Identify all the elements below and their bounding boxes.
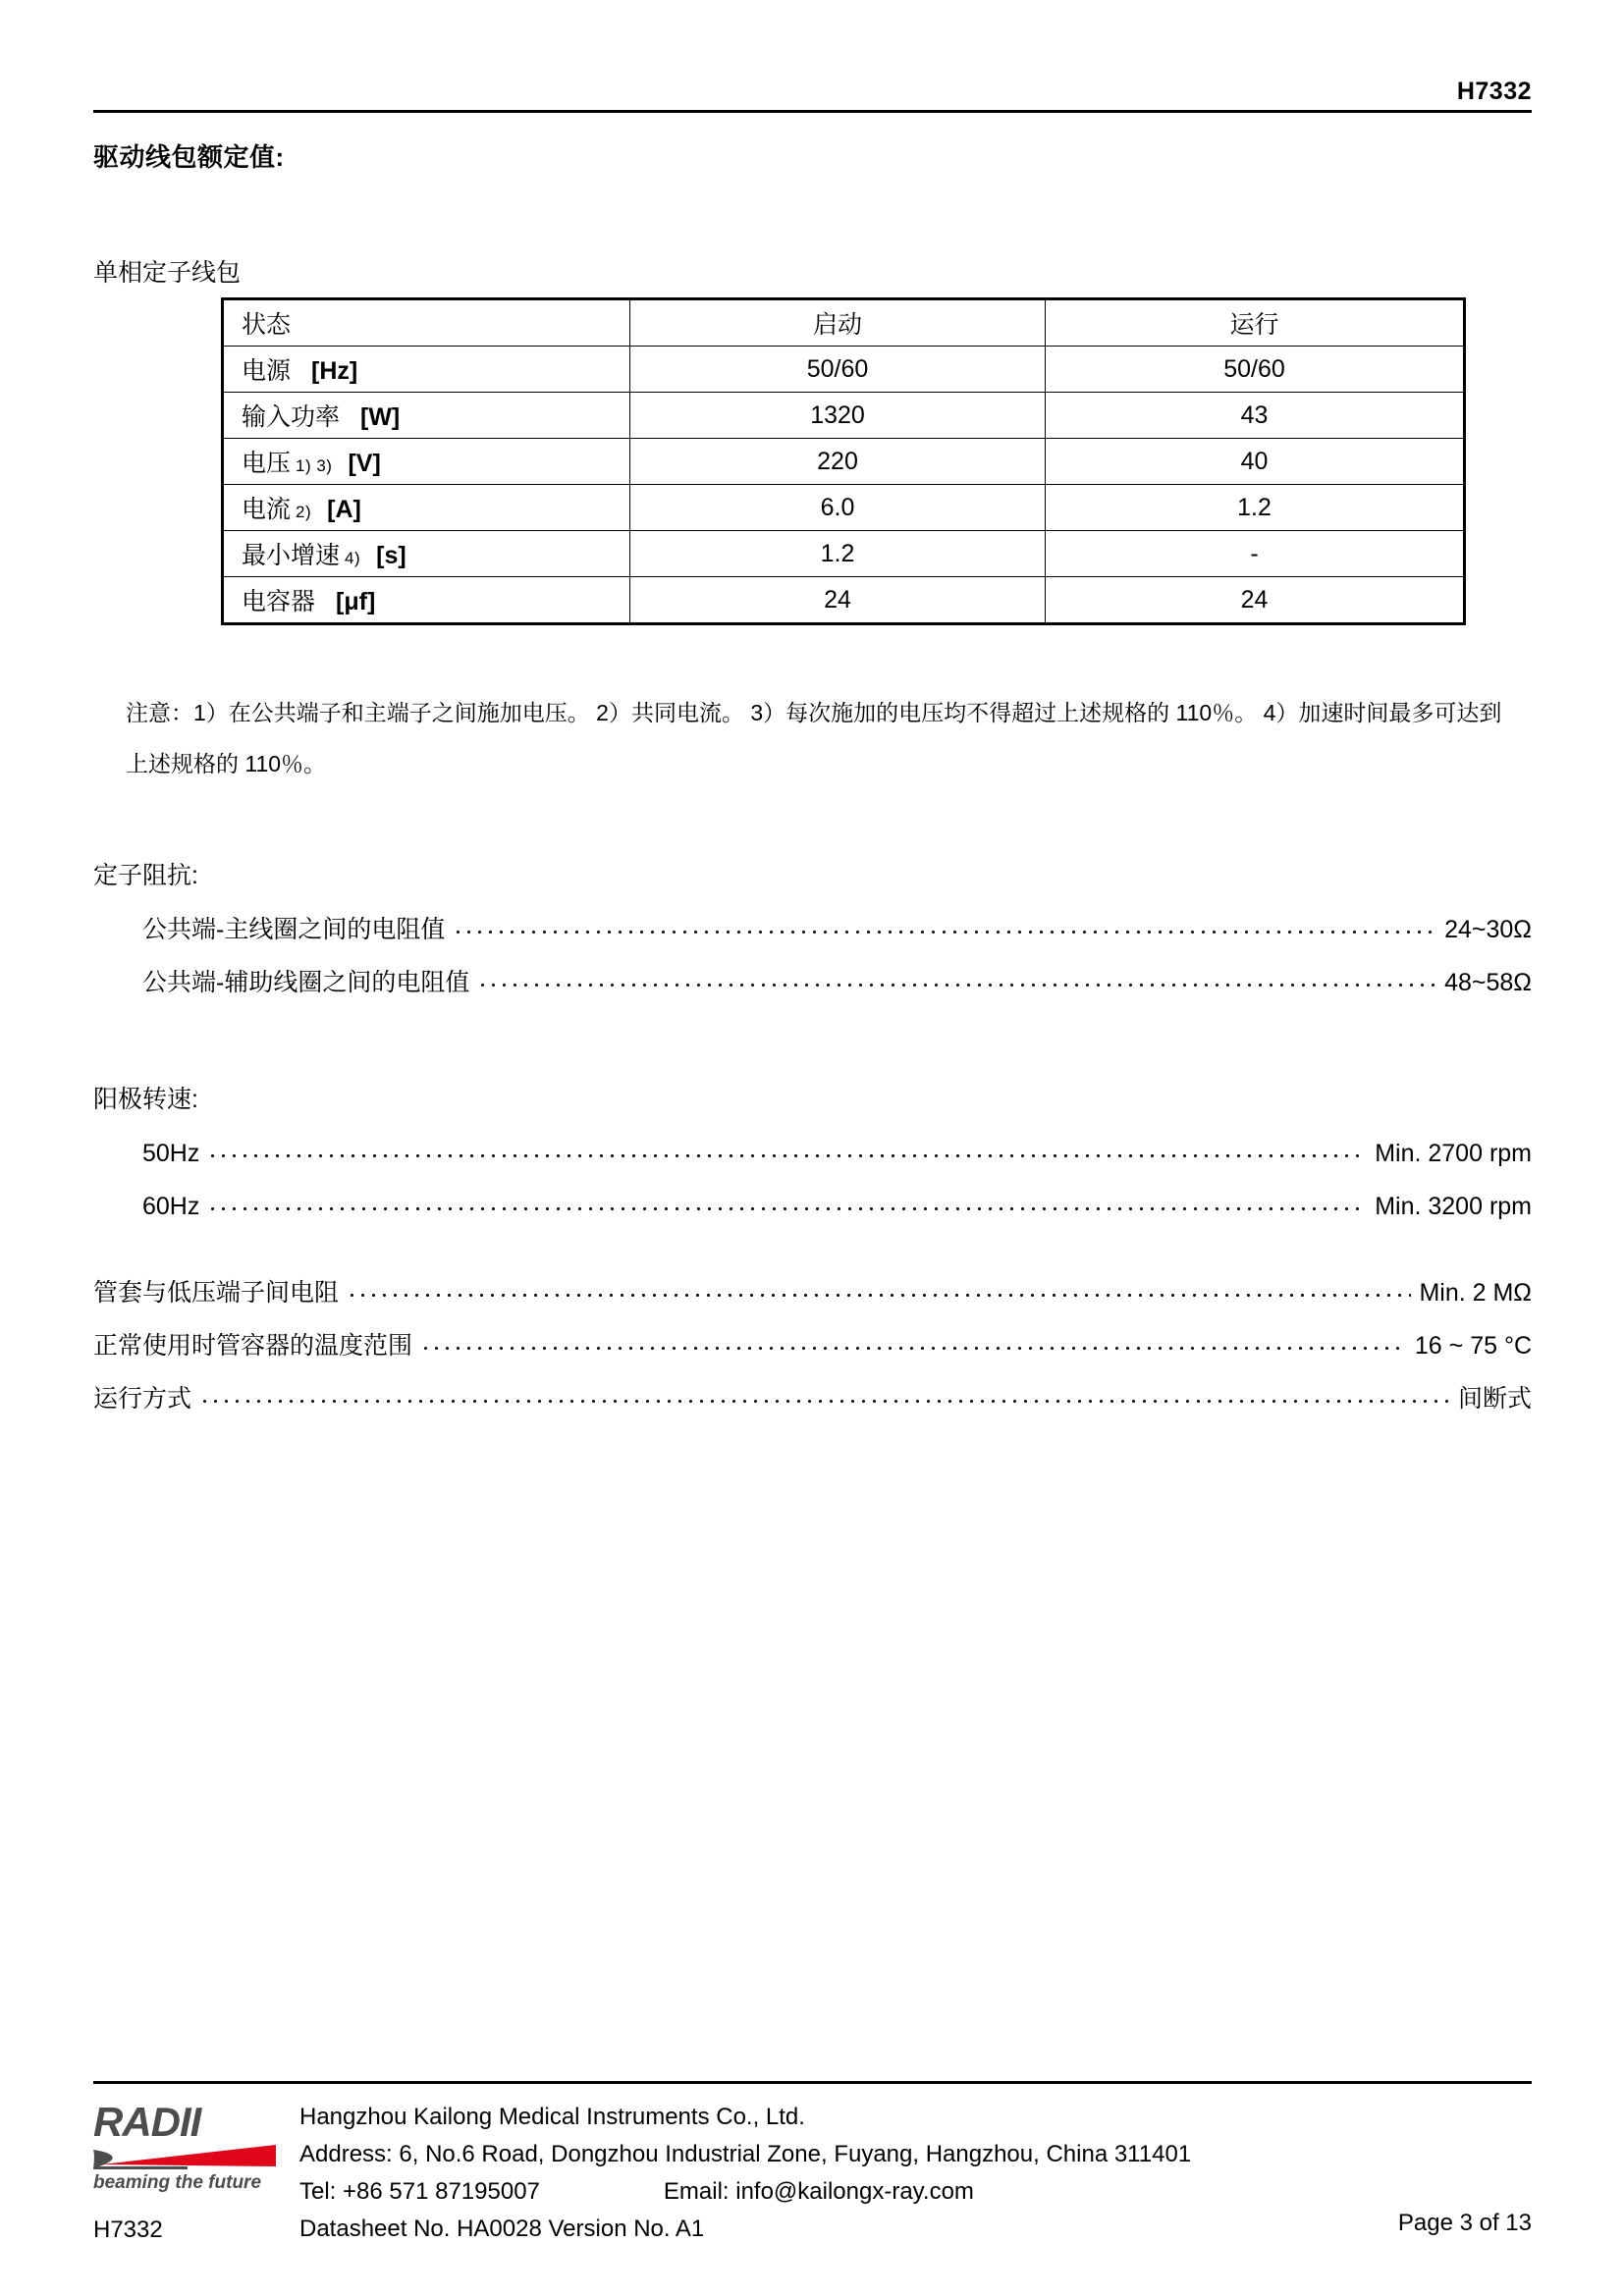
- row-run-value: 24: [1046, 577, 1465, 624]
- leader-dots: [199, 1382, 1450, 1407]
- logo-swoosh-icon: [93, 2145, 276, 2170]
- row-unit: [μf]: [336, 588, 376, 615]
- row-label: 电压: [242, 450, 292, 477]
- row-label-cell: [223, 577, 630, 624]
- row-footnotes: 1) 3): [296, 456, 333, 475]
- leader-label: 公共端-主线圈之间的电阻值: [142, 916, 446, 943]
- row-start-value: 6.0: [630, 485, 1046, 531]
- leader-dots: [420, 1329, 1407, 1354]
- footer-tel: Tel: +86 571 87195007: [299, 2178, 540, 2205]
- row-label: 输入功率: [242, 403, 341, 431]
- leader-value: 24~30Ω: [1444, 916, 1532, 943]
- row-label: 电源: [242, 357, 292, 385]
- misc-spec-list: [93, 1266, 1532, 1425]
- footer-datasheet-version: Datasheet No. HA0028 Version No. A1: [299, 2216, 705, 2242]
- leader-value: Min. 2700 rpm: [1375, 1140, 1532, 1167]
- row-start-value: 24: [630, 577, 1046, 624]
- footer-address: Address: 6, No.6 Road, Dongzhou Industrial Zone, Fuyang, Hangzhou, China 311401: [299, 2141, 1192, 2167]
- column-header-start: 启动: [630, 299, 1046, 347]
- row-unit: [W]: [360, 403, 401, 431]
- leader-label: 公共端-辅助线圈之间的电阻值: [142, 969, 470, 996]
- impedance-heading: 定子阻抗:: [93, 862, 198, 889]
- leader-label: 运行方式: [93, 1385, 192, 1413]
- row-label-cell: [223, 439, 630, 485]
- row-label: 最小增速: [242, 542, 341, 569]
- leader-dots: [453, 913, 1436, 937]
- leader-value: 16 ~ 75 °C: [1414, 1332, 1532, 1360]
- leader-label: 60Hz: [142, 1193, 200, 1220]
- leader-dots: [347, 1276, 1411, 1301]
- footer-part-number: H7332: [93, 2216, 163, 2243]
- logo-tagline: beaming the future: [93, 2172, 262, 2193]
- leader-dots: [477, 966, 1436, 990]
- row-start-value: 50/60: [630, 347, 1046, 393]
- row-label-cell: [223, 531, 630, 577]
- leader-row: [93, 1319, 1532, 1372]
- footer-company: Hangzhou Kailong Medical Instruments Co., Ltd.: [299, 2104, 805, 2130]
- leader-row: [142, 1180, 1532, 1233]
- impedance-list: [142, 903, 1532, 1009]
- table-row: [223, 485, 1465, 531]
- leader-label: 管套与低压端子间电阻: [93, 1279, 340, 1307]
- row-unit: [s]: [376, 542, 406, 569]
- anode-speed-list: [142, 1127, 1532, 1233]
- table-body: [223, 299, 1465, 624]
- leader-row: [142, 903, 1532, 956]
- table-row: [223, 531, 1465, 577]
- leader-value: Min. 2 MΩ: [1419, 1279, 1532, 1307]
- row-footnotes: 4): [345, 549, 361, 567]
- row-label-cell: [223, 393, 630, 439]
- winding-rating-table: [221, 297, 1466, 625]
- page-header: [93, 77, 1532, 113]
- row-footnotes: 2): [296, 503, 312, 521]
- row-label: 电流: [242, 496, 292, 523]
- table-header-row: [223, 299, 1465, 347]
- table-row: [223, 577, 1465, 624]
- section-title: 驱动线包额定值:: [93, 142, 285, 172]
- row-run-value: -: [1046, 531, 1465, 577]
- leader-dots: [207, 1137, 1367, 1161]
- footer-tel-email-row: [299, 2173, 1191, 2211]
- radii-logo: [93, 2101, 280, 2199]
- logo-wordmark: RADII: [93, 2099, 201, 2145]
- table-row: [223, 393, 1465, 439]
- leader-label: 正常使用时管容器的温度范围: [93, 1332, 413, 1360]
- table-row: [223, 439, 1465, 485]
- row-start-value: 1320: [630, 393, 1046, 439]
- leader-label: 50Hz: [142, 1140, 200, 1167]
- row-run-value: 50/60: [1046, 347, 1465, 393]
- row-label-cell: [223, 485, 630, 531]
- leader-row: [142, 1127, 1532, 1180]
- row-start-value: 1.2: [630, 531, 1046, 577]
- anode-speed-heading: 阳极转速:: [93, 1086, 198, 1113]
- leader-value: Min. 3200 rpm: [1375, 1193, 1532, 1220]
- row-unit: [V]: [348, 450, 381, 477]
- footer-email: Email: info@kailongx-ray.com: [663, 2178, 974, 2205]
- leader-dots: [207, 1190, 1367, 1214]
- column-header-run: 运行: [1046, 299, 1465, 347]
- table-row: [223, 347, 1465, 393]
- leader-row: [142, 956, 1532, 1009]
- footer-contact-info: [299, 2099, 1191, 2248]
- row-run-value: 1.2: [1046, 485, 1465, 531]
- row-unit: [Hz]: [311, 357, 358, 385]
- page-number: Page 3 of 13: [1397, 2210, 1532, 2236]
- footer-divider: [93, 2081, 1532, 2084]
- column-header-state: 状态: [223, 299, 630, 347]
- row-start-value: 220: [630, 439, 1046, 485]
- leader-value: 间断式: [1457, 1385, 1532, 1413]
- table-notes: 注意：1）在公共端子和主端子之间施加电压。 2）共同电流。 3）每次施加的电压均不得超过上述规格的 110％。 4）加速时间最多可达到上述规格的 110％。: [126, 700, 1502, 776]
- row-run-value: 43: [1046, 393, 1465, 439]
- leader-row: [93, 1372, 1532, 1425]
- leader-row: [93, 1266, 1532, 1319]
- header-divider: [93, 110, 1532, 113]
- row-label: 电容器: [242, 588, 316, 615]
- header-part-number: H7332: [1456, 78, 1532, 105]
- row-unit: [A]: [327, 496, 361, 523]
- leader-value: 48~58Ω: [1444, 969, 1532, 996]
- row-label-cell: [223, 347, 630, 393]
- row-run-value: 40: [1046, 439, 1465, 485]
- table-caption: 单相定子线包: [93, 259, 242, 287]
